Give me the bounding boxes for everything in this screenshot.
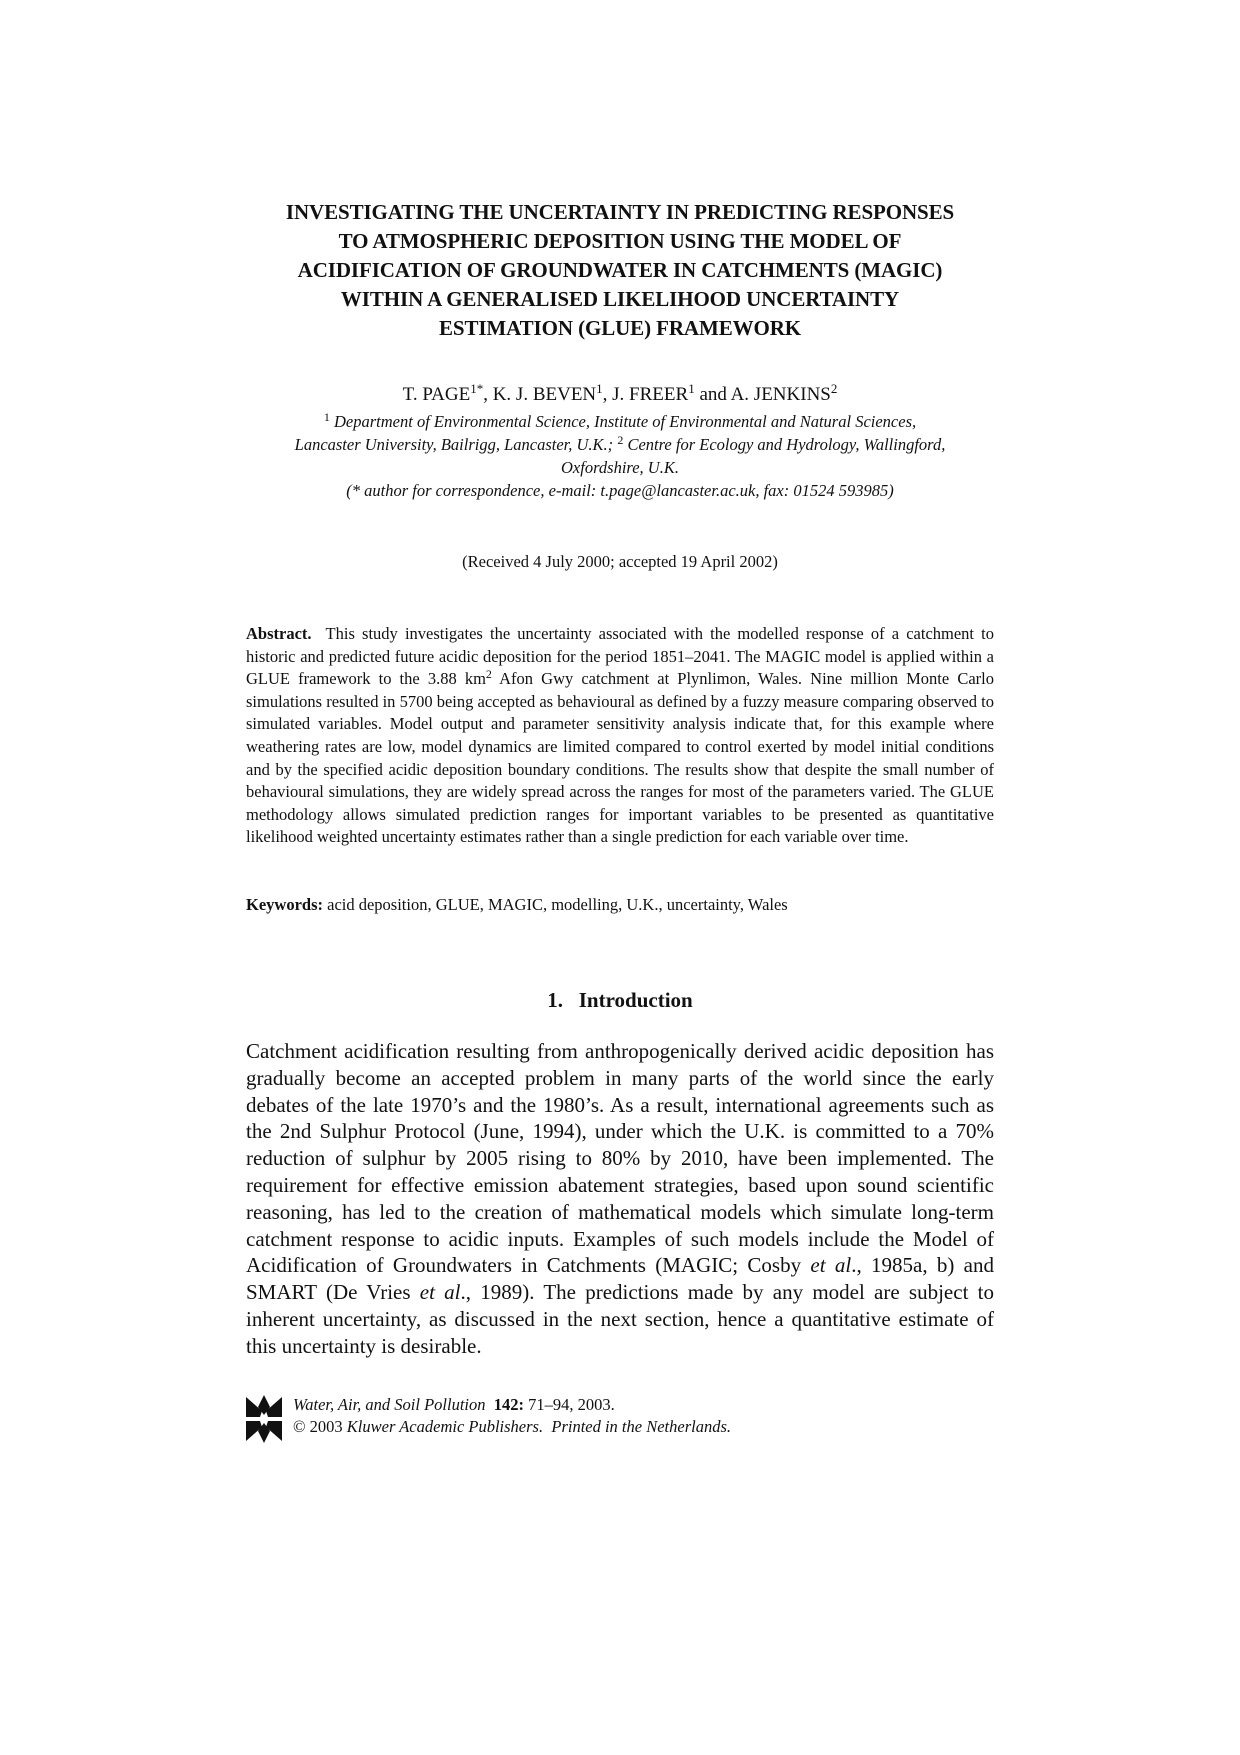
author-mark: 1 xyxy=(688,381,695,396)
kluwer-logo-icon xyxy=(246,1395,282,1443)
author-separator: , xyxy=(483,384,493,405)
author-name: K. J. BEVEN xyxy=(492,384,597,405)
affiliation-text: Department of Environmental Science, Institute of Environmental and Natural Sciences, xyxy=(334,412,917,431)
keywords xyxy=(246,894,994,916)
abstract xyxy=(246,623,994,849)
copyright-line xyxy=(293,1416,731,1438)
affiliation-line: Oxfordshire, U.K. xyxy=(561,458,679,477)
journal-citation xyxy=(293,1394,615,1416)
author-name: T. PAGE xyxy=(402,384,471,405)
affiliation-mark: 2 xyxy=(617,433,624,447)
affiliation-line xyxy=(246,433,994,456)
keywords-label: Keywords: xyxy=(246,895,323,914)
keywords-text: acid deposition, GLUE, MAGIC, modelling, U.K., uncertainty, Wales xyxy=(327,895,788,914)
intro-text: ., 1989). The predictions made by any model are subject to inherent uncertainty, as discussed in the next section, hence a quantitative estimate of this uncertainty is desirable. xyxy=(246,1280,994,1358)
section-heading xyxy=(246,987,994,1013)
journal-volume: 142: xyxy=(493,1395,525,1414)
correspondence-line: (* author for correspondence, e-mail: t.page@lancaster.ac.uk, fax: 01524 593985) xyxy=(346,481,894,500)
printed-note: Printed in the Netherlands. xyxy=(551,1417,732,1436)
title-line: INVESTIGATING THE UNCERTAINTY IN PREDICTING RESPONSES xyxy=(285,200,955,224)
affiliation-text: Lancaster University, Bailrigg, Lancaster, U.K.; xyxy=(294,435,614,454)
author-list xyxy=(246,383,994,407)
title-line: WITHIN A GENERALISED LIKELIHOOD UNCERTAINTY xyxy=(340,287,900,311)
author-mark: 2 xyxy=(830,381,838,396)
intro-italic: et al xyxy=(810,1253,852,1278)
author-mark: 1* xyxy=(470,381,484,396)
copyright-year: © 2003 xyxy=(293,1417,343,1436)
title-line: ESTIMATION (GLUE) FRAMEWORK xyxy=(438,316,802,340)
abstract-text: This study investigates the uncertainty associated with the modelled response of a catchment to historic and predicted future acidic deposition for the period 1851–2041. The MAGIC model is applied within a GLUE framework to the 3.88 km xyxy=(246,624,995,689)
journal-name: Water, Air, and Soil Pollution xyxy=(293,1395,486,1414)
author-name: A. JENKINS xyxy=(730,384,831,405)
affiliation-line xyxy=(246,410,994,433)
title-line: ACIDIFICATION OF GROUNDWATER IN CATCHMENTS (MAGIC) xyxy=(297,258,943,282)
author-name: J. FREER xyxy=(612,384,689,405)
received-dates: (Received 4 July 2000; accepted 19 April 2002) xyxy=(462,552,778,571)
author-mark: 1 xyxy=(596,381,603,396)
affiliations xyxy=(246,410,994,502)
abstract-text: Afon Gwy catchment at Plynlimon, Wales. Nine million Monte Carlo simulations resulted in 5700 being accepted as behavioural as defined by a fuzzy measure comparing observed to simulated variables. Model output and parameter sensitivity analysis indicate that, for this example where weathering rates are low, model dynamics are limited compared to control exerted by model initial conditions and by the specified acidic deposition boundary conditions. The results show that despite the small number of behavioural simulations, they are widely spread across the ranges for most of the parameters varied. The GLUE methodology allows simulated prediction ranges for important variables to be presented as quantitative likelihood weighted uncertainty estimates rather than a single prediction for each variable over time. xyxy=(246,669,994,847)
title-line: TO ATMOSPHERIC DEPOSITION USING THE MODEL OF xyxy=(338,229,902,253)
introduction-paragraph xyxy=(246,1038,994,1360)
publisher-name: Kluwer Academic Publishers. xyxy=(346,1417,544,1436)
abstract-label: Abstract. xyxy=(246,624,312,643)
author-separator: and xyxy=(694,384,731,405)
paper-title xyxy=(246,198,994,343)
journal-pages: 71–94, 2003. xyxy=(528,1395,615,1414)
publication-footer xyxy=(246,1394,994,1446)
intro-italic: et al xyxy=(419,1280,461,1305)
abstract-superscript: 2 xyxy=(485,667,492,682)
affiliation-mark: 1 xyxy=(323,410,330,424)
section-number: 1. xyxy=(547,988,563,1012)
affiliation-text: Centre for Ecology and Hydrology, Wallingford, xyxy=(627,435,946,454)
section-title: Introduction xyxy=(578,988,693,1012)
intro-text: Catchment acidification resulting from anthropogenically derived acidic deposition has gradually become an accepted problem in many parts of the world since the early debates of the late 1970’s and the 1980’s. As a result, international agreements such as the 2nd Sulphur Protocol (June, 1994), under which the U.K. is committed to a 70% reduction of sulphur by 2005 rising to 80% by 2010, have been implemented. The requirement for effective emission abatement strategies, based upon sound scientific reasoning, has led to the creation of mathematical models which simulate long-term catchment response to acidic inputs. Examples of such models include the Model of Acidification of Groundwaters in Catchments (MAGIC; Cosby xyxy=(246,1039,994,1278)
intro-text: ., 1985a, b) and SMART (De Vries xyxy=(246,1253,994,1305)
author-separator: , xyxy=(602,384,613,405)
